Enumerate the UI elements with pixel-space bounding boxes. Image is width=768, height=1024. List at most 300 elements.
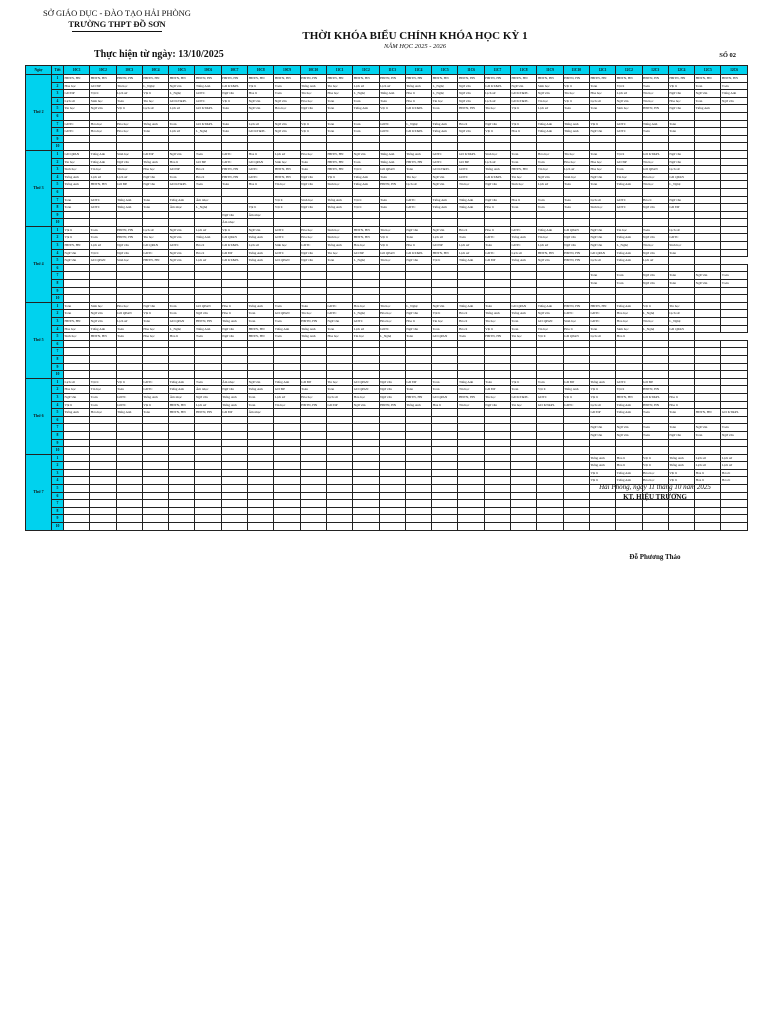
subject-cell	[484, 348, 510, 356]
subject-cell: Tiếng Anh	[379, 158, 405, 166]
subject-cell	[90, 135, 116, 143]
subject-cell	[116, 492, 142, 500]
subject-cell	[169, 523, 195, 531]
timetable-row	[26, 75, 748, 83]
subject-cell	[326, 355, 352, 363]
period-number: 8	[52, 507, 64, 515]
subject-cell: Tiếng Anh	[300, 325, 326, 333]
subject-cell: Toán	[511, 150, 537, 158]
subject-cell	[589, 348, 615, 356]
subject-cell: Ngữ văn	[721, 97, 747, 105]
subject-cell	[563, 340, 589, 348]
subject-cell	[300, 424, 326, 432]
subject-cell	[668, 219, 694, 227]
subject-cell: Ngữ văn	[248, 378, 274, 386]
subject-cell	[432, 280, 458, 288]
subject-cell	[169, 280, 195, 288]
subject-cell	[695, 166, 721, 174]
subject-cell: Toán	[537, 196, 563, 204]
subject-cell	[458, 363, 484, 371]
subject-cell: Hóa lí	[458, 226, 484, 234]
subject-cell	[642, 363, 668, 371]
subject-cell: Tiếng Anh	[142, 120, 168, 128]
subject-cell	[537, 469, 563, 477]
class-column-header: 12C6	[721, 66, 747, 75]
subject-cell: GD ĐP	[484, 257, 510, 265]
signer-role: KT. HIỆU TRƯỞNG	[623, 493, 687, 501]
subject-cell: HĐTN, HN	[458, 105, 484, 113]
subject-cell	[116, 211, 142, 219]
subject-cell: Lịch sử	[195, 401, 221, 409]
subject-cell: Tin học	[616, 226, 642, 234]
subject-cell	[142, 188, 168, 196]
subject-cell: Sinh học	[64, 333, 90, 341]
subject-cell: Hóa học	[353, 302, 379, 310]
subject-cell	[116, 439, 142, 447]
subject-cell	[64, 454, 90, 462]
subject-cell: Toán	[379, 196, 405, 204]
subject-cell: Hóa lí	[695, 469, 721, 477]
subject-cell	[563, 462, 589, 470]
subject-cell: Lịch sử	[169, 128, 195, 136]
subject-cell	[563, 507, 589, 515]
subject-cell: Hóa học	[64, 82, 90, 90]
subject-cell: Toán	[668, 280, 694, 288]
subject-cell: Vật lí	[64, 226, 90, 234]
subject-cell	[695, 120, 721, 128]
subject-cell	[116, 500, 142, 508]
subject-cell: GDTC	[116, 393, 142, 401]
subject-cell	[221, 462, 247, 470]
subject-cell	[353, 447, 379, 455]
subject-cell	[721, 158, 747, 166]
subject-cell	[458, 371, 484, 379]
subject-cell	[405, 287, 431, 295]
subject-cell	[589, 264, 615, 272]
subject-cell	[589, 295, 615, 303]
subject-cell: HĐTN, HN	[353, 226, 379, 234]
subject-cell	[274, 363, 300, 371]
subject-cell: Toán	[432, 386, 458, 394]
subject-cell	[405, 211, 431, 219]
subject-cell: Toán	[353, 158, 379, 166]
subject-cell: Vật lí	[300, 120, 326, 128]
subject-cell	[432, 416, 458, 424]
timetable-row	[26, 112, 748, 120]
subject-cell	[64, 363, 90, 371]
subject-cell	[274, 424, 300, 432]
subject-cell	[248, 112, 274, 120]
subject-cell	[616, 355, 642, 363]
subject-cell	[221, 143, 247, 151]
subject-cell	[458, 272, 484, 280]
subject-cell: Hóa lí	[195, 166, 221, 174]
subject-cell: Toán	[169, 173, 195, 181]
subject-cell: GDTC	[563, 310, 589, 318]
subject-cell	[195, 219, 221, 227]
subject-cell: Toán	[142, 196, 168, 204]
subject-cell: Toán	[616, 272, 642, 280]
subject-cell: GD QPAN	[563, 333, 589, 341]
subject-cell	[195, 188, 221, 196]
class-column-header: 12C1	[589, 66, 615, 75]
subject-cell	[169, 287, 195, 295]
subject-cell	[326, 500, 352, 508]
subject-cell	[195, 469, 221, 477]
subject-cell: Vật lí	[642, 462, 668, 470]
subject-cell	[721, 143, 747, 151]
subject-cell	[248, 454, 274, 462]
subject-cell	[142, 439, 168, 447]
subject-cell	[511, 348, 537, 356]
subject-cell: Toán	[589, 280, 615, 288]
subject-cell: GD ĐP	[458, 158, 484, 166]
subject-cell	[537, 454, 563, 462]
period-number: 5	[52, 257, 64, 265]
subject-cell	[695, 264, 721, 272]
subject-cell: Tin học	[300, 90, 326, 98]
subject-cell	[379, 515, 405, 523]
subject-cell	[405, 219, 431, 227]
subject-cell: Toán	[300, 302, 326, 310]
subject-cell: Hóa học	[300, 234, 326, 242]
subject-cell	[432, 188, 458, 196]
subject-cell: Lịch sử	[721, 462, 747, 470]
subject-cell	[169, 431, 195, 439]
subject-cell: GD QPAN	[274, 257, 300, 265]
subject-cell	[353, 515, 379, 523]
subject-cell	[458, 523, 484, 531]
subject-cell: Tin học	[116, 82, 142, 90]
subject-cell: GDTC	[248, 173, 274, 181]
timetable-row	[26, 401, 748, 409]
class-column-header: 11C7	[484, 66, 510, 75]
subject-cell: Toán	[326, 105, 352, 113]
subject-cell: Ngữ văn	[195, 310, 221, 318]
subject-cell: Toán	[511, 325, 537, 333]
class-column-header: 10C10	[300, 66, 326, 75]
subject-cell: Âm nhạc	[169, 204, 195, 212]
subject-cell: Vật lí	[353, 196, 379, 204]
subject-cell: Tin học	[642, 97, 668, 105]
subject-cell: Toán	[405, 234, 431, 242]
subject-cell: Tiếng Anh	[458, 196, 484, 204]
subject-cell: GD QPAN	[142, 242, 168, 250]
subject-cell: HĐTN, HN	[221, 173, 247, 181]
subject-cell	[90, 264, 116, 272]
subject-cell: Ngữ văn	[563, 234, 589, 242]
subject-cell	[116, 135, 142, 143]
subject-cell	[642, 143, 668, 151]
subject-cell: HĐTN, HN	[64, 75, 90, 83]
subject-cell	[563, 439, 589, 447]
subject-cell	[300, 454, 326, 462]
subject-cell: Vật lí	[248, 204, 274, 212]
subject-cell: Tin học	[432, 97, 458, 105]
subject-cell: Hóa học	[326, 90, 352, 98]
subject-cell	[300, 477, 326, 485]
subject-cell: Toán	[195, 333, 221, 341]
subject-cell	[353, 469, 379, 477]
subject-cell: GD QPAN	[432, 393, 458, 401]
subject-cell	[195, 112, 221, 120]
subject-cell: L_Nghệ	[432, 90, 458, 98]
subject-cell: Hóa học	[353, 393, 379, 401]
subject-cell: Vật lí	[668, 477, 694, 485]
subject-cell: Tiếng Anh	[484, 310, 510, 318]
subject-cell: Tin học	[116, 166, 142, 174]
subject-cell: GD ĐP	[589, 409, 615, 417]
subject-cell: Toán	[642, 128, 668, 136]
subject-cell: Lịch sử	[64, 97, 90, 105]
subject-cell: GDTC	[511, 226, 537, 234]
subject-cell	[274, 507, 300, 515]
subject-cell	[300, 355, 326, 363]
subject-cell: Toán	[326, 257, 352, 265]
subject-cell	[221, 371, 247, 379]
subject-cell	[695, 135, 721, 143]
subject-cell	[169, 507, 195, 515]
subject-cell	[248, 500, 274, 508]
subject-cell	[116, 447, 142, 455]
subject-cell	[300, 523, 326, 531]
subject-cell: Tiếng Anh	[695, 105, 721, 113]
period-number: 3	[52, 242, 64, 250]
period-number: 9	[52, 211, 64, 219]
subject-cell	[142, 416, 168, 424]
subject-cell	[721, 166, 747, 174]
subject-cell: GDTC	[458, 166, 484, 174]
subject-cell: Sinh học	[326, 226, 352, 234]
subject-cell: Tiếng Anh	[616, 477, 642, 485]
subject-cell: Hóa lí	[668, 401, 694, 409]
subject-cell: Tiếng Anh	[326, 204, 352, 212]
subject-cell: Toán	[721, 424, 747, 432]
subject-cell	[379, 523, 405, 531]
subject-cell	[248, 424, 274, 432]
subject-cell	[616, 264, 642, 272]
subject-cell	[695, 143, 721, 151]
subject-cell: Hóa học	[642, 173, 668, 181]
school-year: NĂM HỌC 2025 - 2026	[383, 43, 447, 50]
subject-cell	[616, 211, 642, 219]
subject-cell: Toán	[169, 120, 195, 128]
subject-cell	[589, 135, 615, 143]
subject-cell	[616, 219, 642, 227]
subject-cell	[721, 219, 747, 227]
subject-cell	[142, 515, 168, 523]
subject-cell	[484, 287, 510, 295]
subject-cell: GDTC	[484, 249, 510, 257]
subject-cell	[300, 188, 326, 196]
subject-cell: Toán	[695, 431, 721, 439]
subject-cell	[511, 439, 537, 447]
subject-cell	[511, 454, 537, 462]
subject-cell: Tin học	[537, 166, 563, 174]
subject-cell: Sinh học	[326, 181, 352, 189]
subject-cell	[432, 447, 458, 455]
subject-cell: Ngữ văn	[668, 158, 694, 166]
subject-cell	[353, 188, 379, 196]
subject-cell	[484, 477, 510, 485]
subject-cell	[511, 363, 537, 371]
subject-cell: L_Nghệ	[432, 82, 458, 90]
subject-cell	[642, 219, 668, 227]
subject-cell	[721, 515, 747, 523]
subject-cell	[379, 500, 405, 508]
subject-cell	[248, 355, 274, 363]
subject-cell	[405, 112, 431, 120]
subject-cell: Toán	[695, 97, 721, 105]
subject-cell: Toán	[721, 280, 747, 288]
subject-cell	[221, 431, 247, 439]
subject-cell	[326, 112, 352, 120]
subject-cell: GDTC	[668, 234, 694, 242]
timetable-row	[26, 120, 748, 128]
subject-cell: Tiếng Anh	[616, 257, 642, 265]
subject-cell	[616, 143, 642, 151]
period-number: 10	[52, 523, 64, 531]
subject-cell	[616, 348, 642, 356]
subject-cell: Ngữ văn	[432, 173, 458, 181]
subject-cell: HĐTN, HN	[589, 302, 615, 310]
subject-cell: Vật lí	[379, 234, 405, 242]
subject-cell: L_Nghệ	[616, 242, 642, 250]
subject-cell	[695, 234, 721, 242]
subject-cell	[537, 416, 563, 424]
subject-cell	[405, 340, 431, 348]
subject-cell	[300, 340, 326, 348]
subject-cell	[64, 477, 90, 485]
subject-cell	[142, 280, 168, 288]
timetable-row	[26, 219, 748, 227]
subject-cell: Tiếng Anh	[484, 166, 510, 174]
period-number: 7	[52, 500, 64, 508]
class-column-header: 12C3	[642, 66, 668, 75]
subject-cell	[221, 447, 247, 455]
subject-cell	[537, 439, 563, 447]
period-number: 8	[52, 431, 64, 439]
subject-cell	[64, 135, 90, 143]
subject-cell: Tin học	[537, 97, 563, 105]
subject-cell: Hóa lí	[458, 325, 484, 333]
timetable-container	[25, 65, 747, 531]
subject-cell: Sinh học	[326, 234, 352, 242]
subject-cell	[274, 409, 300, 417]
subject-cell: Tiếng Anh	[274, 325, 300, 333]
subject-cell: HĐTN, HN	[563, 249, 589, 257]
subject-cell	[221, 264, 247, 272]
period-number: 6	[52, 264, 64, 272]
subject-cell	[353, 219, 379, 227]
subject-cell: HĐTN, HN	[90, 75, 116, 83]
subject-cell: Lịch sử	[195, 257, 221, 265]
subject-cell: Lịch sử	[405, 181, 431, 189]
subject-cell: Toán	[511, 204, 537, 212]
subject-cell	[274, 492, 300, 500]
subject-cell	[695, 318, 721, 326]
subject-cell: HĐTN, HN	[300, 401, 326, 409]
subject-cell: GD ĐP	[221, 249, 247, 257]
subject-cell	[326, 295, 352, 303]
subject-cell: GDTC	[326, 302, 352, 310]
subject-cell	[195, 355, 221, 363]
subject-cell	[248, 371, 274, 379]
subject-cell: Ngữ văn	[721, 431, 747, 439]
subject-cell	[432, 295, 458, 303]
subject-cell	[405, 188, 431, 196]
document-number: SỐ 02	[719, 52, 736, 59]
subject-cell: Hóa học	[668, 97, 694, 105]
subject-cell: Tiếng Anh	[169, 196, 195, 204]
subject-cell: Toán	[563, 196, 589, 204]
subject-cell	[695, 295, 721, 303]
period-number: 7	[52, 196, 64, 204]
subject-cell	[142, 211, 168, 219]
period-number: 8	[52, 355, 64, 363]
subject-cell	[458, 477, 484, 485]
subject-cell: Tiếng Anh	[300, 82, 326, 90]
subject-cell: Ngữ văn	[300, 181, 326, 189]
timetable-row	[26, 166, 748, 174]
subject-cell	[695, 393, 721, 401]
subject-cell: GD KT&PL	[511, 90, 537, 98]
subject-cell	[169, 500, 195, 508]
subject-cell	[721, 386, 747, 394]
subject-cell	[195, 492, 221, 500]
subject-cell: Lịch sử	[589, 97, 615, 105]
timetable-row	[26, 431, 748, 439]
subject-cell	[274, 462, 300, 470]
subject-cell: Toán	[142, 128, 168, 136]
subject-cell: GDTC	[616, 196, 642, 204]
period-number: 6	[52, 416, 64, 424]
subject-cell: Lịch sử	[484, 158, 510, 166]
subject-cell	[721, 120, 747, 128]
subject-cell: Ngữ văn	[616, 431, 642, 439]
timetable-row	[26, 82, 748, 90]
subject-cell	[616, 439, 642, 447]
subject-cell: Toán	[274, 90, 300, 98]
subject-cell: Ngữ văn	[458, 82, 484, 90]
subject-cell	[379, 431, 405, 439]
subject-cell: Hóa lí	[458, 318, 484, 326]
subject-cell	[64, 280, 90, 288]
subject-cell	[589, 112, 615, 120]
subject-cell	[169, 112, 195, 120]
subject-cell	[274, 454, 300, 462]
subject-cell	[169, 492, 195, 500]
subject-cell	[563, 447, 589, 455]
subject-cell	[537, 264, 563, 272]
subject-cell: Toán	[195, 181, 221, 189]
subject-cell: Tiếng Anh	[458, 378, 484, 386]
subject-cell: Tiếng Anh	[221, 393, 247, 401]
subject-cell: Vật lí	[432, 257, 458, 265]
subject-cell: Ngữ văn	[589, 128, 615, 136]
subject-cell: Tiếng Anh	[326, 196, 352, 204]
subject-cell	[195, 143, 221, 151]
subject-cell	[484, 492, 510, 500]
subject-cell: Tiếng Anh	[142, 393, 168, 401]
subject-cell	[458, 264, 484, 272]
subject-cell	[326, 469, 352, 477]
subject-cell	[563, 287, 589, 295]
subject-cell	[169, 143, 195, 151]
period-number: 5	[52, 181, 64, 189]
subject-cell	[405, 272, 431, 280]
subject-cell	[64, 295, 90, 303]
